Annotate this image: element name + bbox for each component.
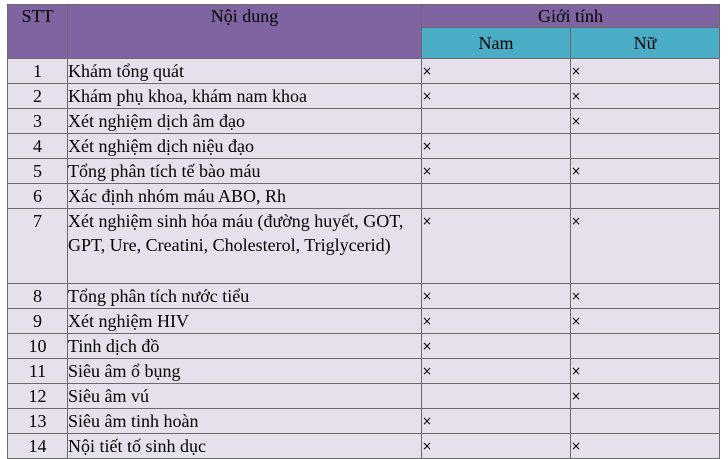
row-stt: 1	[8, 59, 68, 84]
female-mark: ×	[571, 59, 720, 84]
table-row	[8, 359, 720, 384]
row-stt: 4	[8, 134, 68, 159]
header-stt: STT	[8, 5, 68, 59]
table-row	[8, 134, 720, 159]
header-gender: Giới tính	[422, 5, 720, 28]
table-row	[8, 434, 720, 459]
male-mark: ×	[422, 434, 571, 459]
male-mark	[422, 384, 571, 409]
male-mark	[422, 109, 571, 134]
table-row	[8, 184, 720, 209]
row-content: Tổng phân tích nước tiểu	[68, 284, 422, 309]
female-mark: ×	[571, 209, 720, 284]
female-mark: ×	[571, 284, 720, 309]
male-mark: ×	[422, 209, 571, 284]
female-mark: ×	[571, 159, 720, 184]
male-mark: ×	[422, 84, 571, 109]
male-mark: ×	[422, 59, 571, 84]
row-content: Nội tiết tố sinh dục	[68, 434, 422, 459]
row-content: Khám tổng quát	[68, 59, 422, 84]
female-mark: ×	[571, 359, 720, 384]
row-content: Xác định nhóm máu ABO, Rh	[68, 184, 422, 209]
male-mark: ×	[422, 134, 571, 159]
row-stt: 9	[8, 309, 68, 334]
row-stt: 14	[8, 434, 68, 459]
female-mark	[571, 184, 720, 209]
male-mark: ×	[422, 309, 571, 334]
table-row	[8, 334, 720, 359]
female-mark: ×	[571, 109, 720, 134]
exam-table	[7, 4, 720, 459]
row-content: Xét nghiệm dịch niệu đạo	[68, 134, 422, 159]
row-stt: 10	[8, 334, 68, 359]
male-mark: ×	[422, 284, 571, 309]
row-stt: 11	[8, 359, 68, 384]
row-content: Tinh dịch đồ	[68, 334, 422, 359]
row-stt: 13	[8, 409, 68, 434]
header-female: Nữ	[571, 28, 720, 59]
row-stt: 3	[8, 109, 68, 134]
table-header	[8, 5, 720, 59]
table-row	[8, 284, 720, 309]
male-mark: ×	[422, 334, 571, 359]
table-row	[8, 309, 720, 334]
header-content: Nội dung	[68, 5, 422, 59]
table-row	[8, 84, 720, 109]
row-stt: 12	[8, 384, 68, 409]
row-stt: 2	[8, 84, 68, 109]
male-mark: ×	[422, 159, 571, 184]
row-content: Khám phụ khoa, khám nam khoa	[68, 84, 422, 109]
table-body	[8, 59, 720, 459]
row-content: Xét nghiệm sinh hóa máu (đường huyết, GOT, GPT, Ure, Creatini, Cholesterol, Triglycerid)	[68, 209, 422, 284]
male-mark: ×	[422, 359, 571, 384]
male-mark: ×	[422, 409, 571, 434]
header-male: Nam	[422, 28, 571, 59]
female-mark: ×	[571, 309, 720, 334]
row-content: Xét nghiệm HIV	[68, 309, 422, 334]
female-mark: ×	[571, 384, 720, 409]
female-mark	[571, 409, 720, 434]
female-mark: ×	[571, 434, 720, 459]
row-stt: 6	[8, 184, 68, 209]
table-row	[8, 209, 720, 284]
row-stt: 8	[8, 284, 68, 309]
male-mark	[422, 184, 571, 209]
table-row	[8, 409, 720, 434]
table-row	[8, 109, 720, 134]
row-content: Tổng phân tích tế bào máu	[68, 159, 422, 184]
female-mark	[571, 334, 720, 359]
female-mark	[571, 134, 720, 159]
row-stt: 5	[8, 159, 68, 184]
row-stt: 7	[8, 209, 68, 284]
row-content: Siêu âm tinh hoàn	[68, 409, 422, 434]
table-row	[8, 59, 720, 84]
female-mark: ×	[571, 84, 720, 109]
row-content: Siêu âm vú	[68, 384, 422, 409]
table-row	[8, 384, 720, 409]
table-row	[8, 159, 720, 184]
row-content: Xét nghiệm dịch âm đạo	[68, 109, 422, 134]
row-content: Siêu âm ổ bụng	[68, 359, 422, 384]
